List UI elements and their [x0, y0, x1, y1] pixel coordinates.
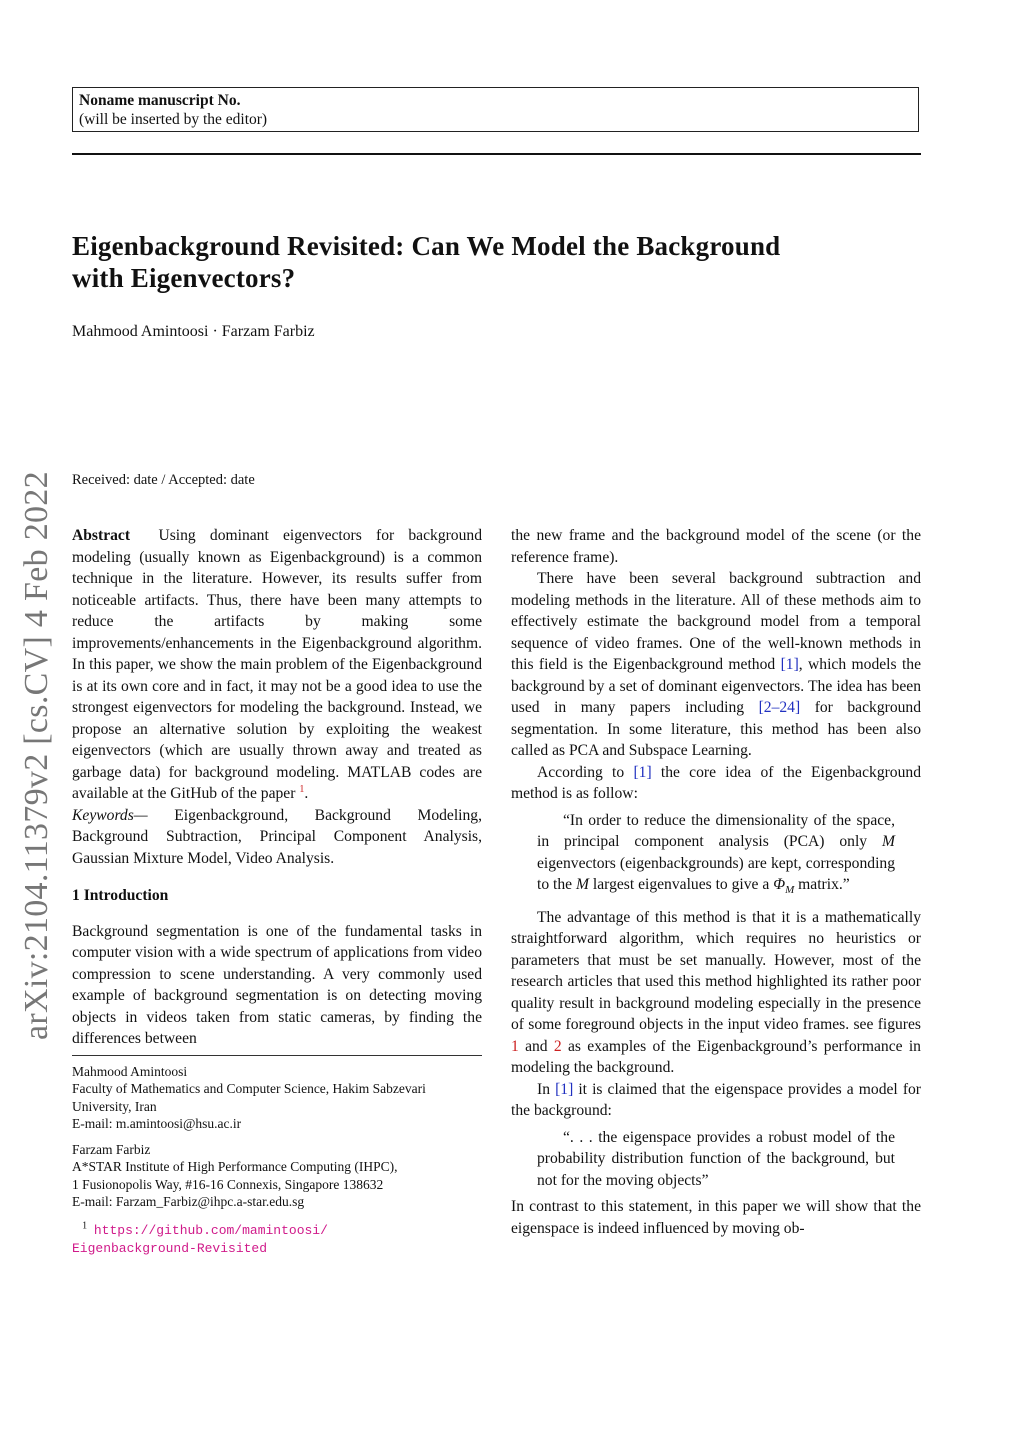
author1-name: Mahmood Amintoosi	[72, 1063, 188, 1079]
p5-text-a: In	[537, 1080, 550, 1098]
title-line-2: with Eigenvectors?	[72, 263, 296, 293]
quote-1	[537, 810, 895, 902]
quote1-m2: M	[576, 876, 589, 893]
keywords-label: Keywords—	[72, 806, 148, 824]
intro-paragraph-1: Background segmentation is one of the fundamental tasks in computer vision with a wide spectrum of applications from video compression to scene understanding. A very commonly used example of background segmentation is on detecting moving objects in videos taken from static cameras, by finding the differences between	[72, 922, 482, 1047]
github-link-continued[interactable]: Eigenbackground-Revisited	[72, 1241, 268, 1256]
author1-email: E-mail: m.amintoosi@hsu.ac.ir	[72, 1116, 242, 1131]
p2-text-c: for background segmentation. In some literature, this method has been also called as PCA and Subspace Learning.	[511, 699, 922, 759]
editor-note: (will be inserted by the editor)	[79, 111, 268, 128]
received-date: Received: date / Accepted: date	[72, 472, 255, 488]
p4-text-b: as examples of the Eigenbackground’s performance in modeling the background.	[511, 1037, 921, 1077]
arxiv-stamp: arXiv:2104.11379v2 [cs.CV] 4 Feb 2022	[18, 471, 55, 1040]
authors: Mahmood Amintoosi · Farzam Farbiz	[72, 323, 315, 340]
author2-email: E-mail: Farzam_Farbiz@ihpc.a-star.edu.sg	[72, 1194, 305, 1209]
p4-and: and	[525, 1037, 548, 1055]
header-rule	[72, 153, 921, 155]
editor-note-box	[72, 87, 919, 132]
footnote-1-line-2	[72, 1239, 482, 1258]
citation-1c[interactable]: [1]	[555, 1080, 574, 1098]
quote-2: “. . . the eigenspace provides a robust model of the probability distribution function of the background, but not for the moving objects”	[537, 1128, 895, 1189]
quote1-sub: M	[785, 884, 795, 897]
abstract-text: Using dominant eigenvectors for background modeling (usually known as Eigenbackground) is a common technique in the literature. However, its results suffer from noticeable artifacts. Thus, there have been many attempts to reduce the artifacts by making some improvements/enhancements in the Eigenbackground algorithm. In this paper, we show the main problem of the Eigenbackground is at its own core and in fact, it may not be a good idea to use the strongest eigenvectors for modeling the background. Instead, we propose an alternative solution by exploiting the weakest eigenvectors (which are usually thrown away and treated as garbage data) for background modeling. MATLAB codes are available at the GitHub of the paper	[72, 527, 482, 802]
author2-affiliation-1: A*STAR Institute of High Performance Computing (IHPC),	[72, 1159, 398, 1174]
footnote-rule	[72, 1055, 482, 1056]
quote1-d: matrix.”	[798, 876, 850, 893]
abstract	[72, 525, 482, 805]
quote1-m1: M	[882, 833, 896, 850]
keywords-text: Eigenbackground, Background Modeling, Background Subtraction, Principal Component Analysis, Gaussian Mixture Model, Video Analysis.	[72, 806, 482, 867]
author2-name: Farzam Farbiz	[72, 1141, 151, 1157]
right-column	[511, 525, 921, 1239]
author2-affiliation-2: 1 Fusionopolis Way, #16-16 Connexis, Singapore 138632	[72, 1176, 384, 1192]
intro-paragraph-6: In contrast to this statement, in this paper we will show that the eigenspace is indeed influenced by moving ob-	[511, 1198, 921, 1237]
p5-text-b: it is claimed that the eigenspace provides a model for the background:	[511, 1080, 921, 1120]
section-heading-introduction: 1 Introduction	[72, 887, 169, 904]
intro-paragraph-3	[511, 762, 921, 805]
p3-text-b: the core idea of the Eigenbackground method is as follow:	[511, 763, 921, 802]
abstract-end: .	[304, 785, 309, 802]
footnote-1-mark: 1	[82, 1220, 88, 1231]
author-footnotes	[72, 1063, 482, 1258]
paper-title	[72, 230, 932, 294]
intro-paragraph-1-continued: the new frame and the background model of the scene (or the reference frame).	[511, 527, 921, 566]
p4-text-a: The advantage of this method is that it is a mathematically straightforward algorithm, which requires no heuristics or parameters that must be set manually. However, most of the research articles that used this method highlighted its rather poor quality result in background modeling especially in the presence of some foreground objects in the input video frames. see figures	[511, 908, 921, 1034]
citation-1[interactable]: [1]	[780, 656, 799, 673]
figure-ref-1[interactable]: 1	[511, 1037, 519, 1055]
quote1-phi: Φ	[773, 876, 786, 893]
p2-text-a: There have been several background subtraction and modeling methods in the literature. All of these methods aim to effectively estimate the background model from a temporal sequence of video frames. One of the well-known methods in this field is the Eigenbackground method	[511, 570, 921, 673]
abstract-label: Abstract	[72, 527, 131, 544]
citation-2-24[interactable]: [2–24]	[758, 699, 801, 716]
title-line-1: Eigenbackground Revisited: Can We Model the Background	[72, 231, 781, 261]
intro-paragraph-2	[511, 568, 921, 762]
p2-text-b: , which models the background by a set of dominant eigenvectors. The idea has been used in many papers including	[511, 656, 921, 716]
manuscript-number: Noname manuscript No.	[79, 92, 241, 109]
quote1-a: “In order to reduce the dimensionality of the space, in principal component analysis (PCA) only	[537, 811, 895, 850]
author1-affiliation: Faculty of Mathematics and Computer Science, Hakim Sabzevari University, Iran	[72, 1081, 426, 1114]
quote1-b: eigenvectors (eigenbackgrounds) are kept, corresponding to the	[537, 854, 895, 893]
intro-paragraph-5	[511, 1079, 921, 1122]
citation-1b[interactable]: [1]	[633, 763, 652, 781]
github-link[interactable]: https://github.com/mamintoosi/	[93, 1222, 328, 1238]
keywords	[72, 805, 482, 870]
quote1-c: largest eigenvalues to give a	[592, 876, 770, 893]
figure-ref-2[interactable]: 2	[553, 1037, 562, 1055]
footnote-1	[72, 1221, 482, 1240]
intro-paragraph-4	[511, 907, 921, 1079]
footnote-mark-1[interactable]: 1	[299, 783, 305, 795]
left-column	[72, 525, 482, 1258]
p3-text-a: According to	[537, 763, 625, 781]
